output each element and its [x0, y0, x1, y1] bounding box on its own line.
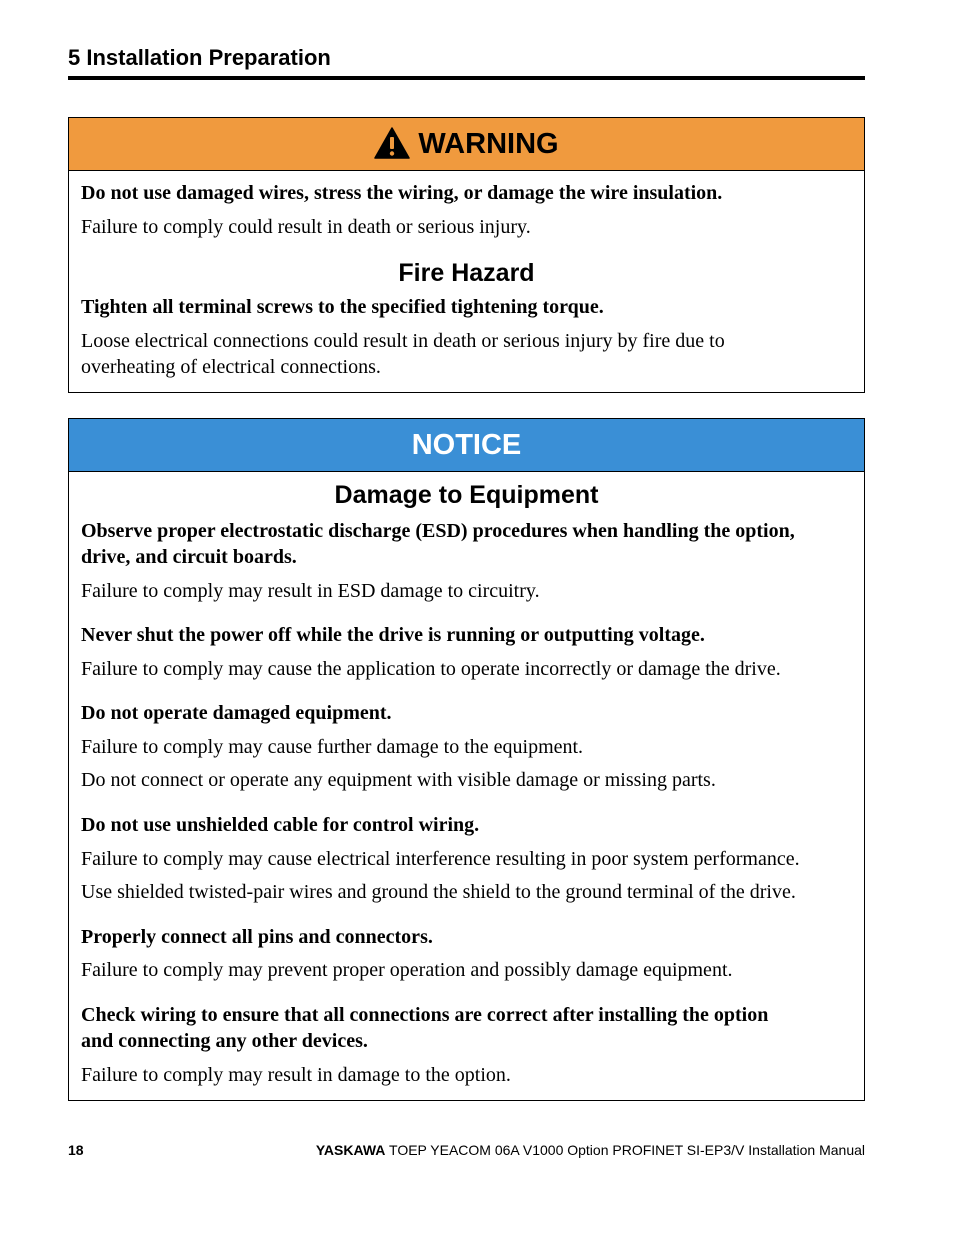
document-title [316, 1142, 865, 1158]
warning-item1-text: Failure to comply could result in death or serious injury. [81, 216, 531, 238]
page-footer [68, 1142, 865, 1162]
notice-banner [69, 419, 864, 472]
warning-item2-bold: Tighten all terminal screws to the specified tightening torque. [81, 296, 604, 318]
notice-item-bold: Check wiring to ensure that all connections are correct after installing the option [81, 1004, 769, 1026]
brand-name: YASKAWA [315, 1142, 386, 1158]
warning-banner [69, 118, 864, 171]
notice-item-text: Failure to comply may result in ESD damage to circuitry. [81, 580, 540, 602]
damage-to-equipment-heading: Damage to Equipment [334, 481, 599, 509]
header-rule [68, 76, 865, 80]
notice-item-bold: drive, and circuit boards. [81, 546, 297, 568]
notice-item-text: Do not connect or operate any equipment with visible damage or missing parts. [81, 769, 716, 791]
notice-box [68, 418, 865, 1101]
warning-item2-text-line1: Loose electrical connections could result in death or serious injury by fire due to [81, 330, 725, 352]
notice-item [81, 924, 852, 983]
notice-item [81, 812, 852, 905]
notice-item-bold: and connecting any other devices. [81, 1030, 368, 1052]
page-number: 18 [68, 1142, 84, 1158]
notice-label: NOTICE [411, 428, 522, 461]
notice-item-bold: Observe proper electrostatic discharge (ESD) procedures when handling the option, [81, 520, 795, 542]
warning-item1-bold: Do not use damaged wires, stress the wiring, or damage the wire insulation. [81, 182, 723, 204]
notice-item-text: Failure to comply may prevent proper operation and possibly damage equipment. [81, 959, 733, 981]
notice-item-text: Failure to comply may cause electrical interference resulting in poor system performance. [81, 848, 800, 870]
notice-item-text: Failure to comply may result in damage to the option. [81, 1064, 511, 1086]
section-title: 5 Installation Preparation [68, 45, 331, 70]
notice-item [81, 700, 852, 793]
page-header [68, 44, 865, 72]
notice-item-text: Failure to comply may cause the application to operate incorrectly or damage the drive. [81, 658, 781, 680]
notice-item-bold: Never shut the power off while the drive is running or outputting voltage. [81, 624, 705, 646]
notice-item-text: Failure to comply may cause further damage to the equipment. [81, 736, 584, 758]
notice-item-bold: Properly connect all pins and connectors. [81, 926, 433, 948]
notice-item-text: Use shielded twisted-pair wires and ground the shield to the ground terminal of the drive. [81, 881, 796, 903]
notice-item [81, 518, 852, 604]
notice-item [81, 1002, 852, 1088]
warning-item2-text-line2: overheating of electrical connections. [81, 356, 381, 378]
warning-label: WARNING [418, 127, 559, 160]
manual-title: TOEP YEACOM 06A V1000 Option PROFINET SI-EP3/V Installation Manual [385, 1142, 865, 1158]
notice-item-bold: Do not operate damaged equipment. [81, 702, 392, 724]
notice-item-bold: Do not use unshielded cable for control wiring. [81, 814, 480, 836]
fire-hazard-heading: Fire Hazard [398, 259, 535, 287]
warning-box [68, 117, 865, 393]
warning-triangle-icon [374, 127, 410, 159]
notice-item [81, 622, 852, 682]
